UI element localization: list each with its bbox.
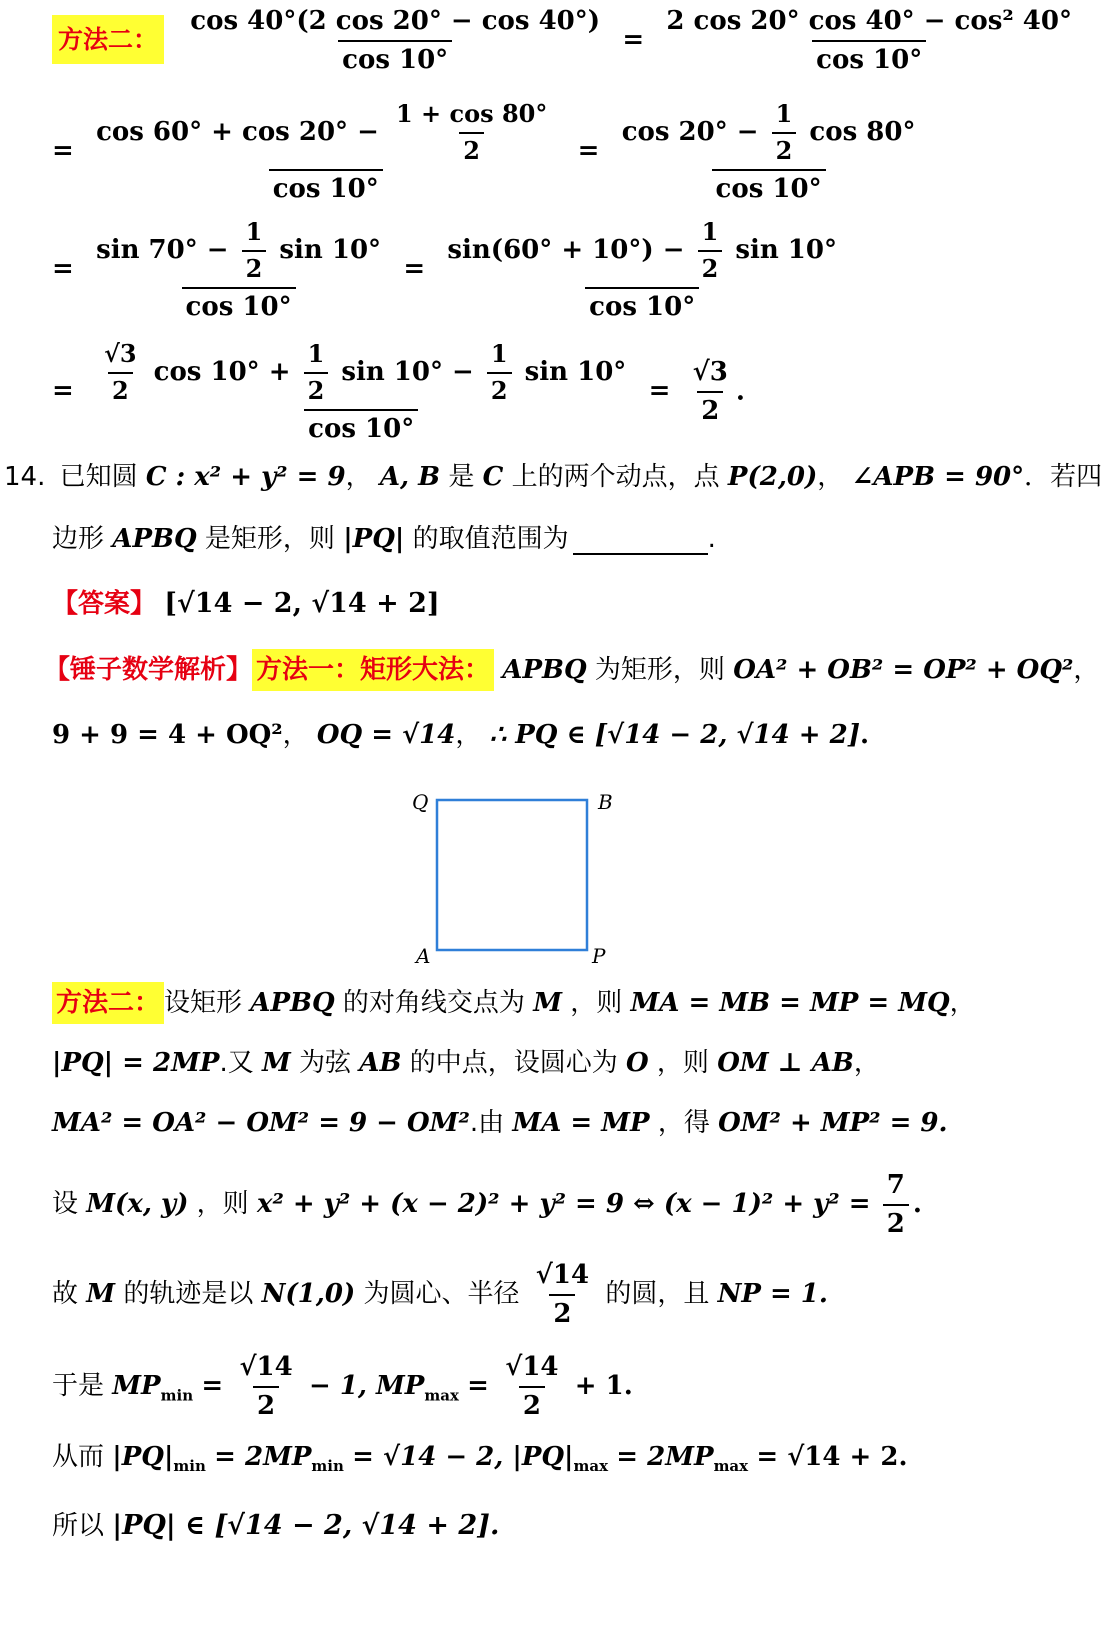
fraction: $\frac{\cos 40^\circ(2 \cos 20^\circ - \cos 40^\circ)}{\cos 10^\circ}$ (190, 6, 601, 76)
method2-line5: 故 M 的轨迹是以 N(1,0) 为圆心、半径 $\frac{√14}{2}$ 的圆，且 NP = 1. (52, 1260, 828, 1330)
fraction: $\frac{√3}{2}$ (692, 357, 728, 427)
question-14-line1: 14. 已知圆 C : x² + y² = 9， A, B 是 C 上的两个动点，点 P(2,0)， ∠APB = 90°．若四 (4, 462, 1102, 492)
answer-label: 【答案】 (52, 589, 157, 619)
answer-line (52, 588, 440, 620)
vertex-label-q: Q (412, 790, 429, 814)
method2-top-row2: = cos 60° + cos 20° − $\frac{1 + \cos 80^\circ}{2}$ cos 10° = cos 20° − $\frac{1}{2}$ cos 80° cos 10° (52, 100, 923, 205)
method1-line1: 【锤子数学解析】 方法一：矩形大法： APBQ 为矩形，则 OA² + OB² = OP² + OQ²， (44, 655, 1099, 686)
method2-line6: 于是 $MP_{min}$ = $\frac{√14}{2}$ − 1, $MP_{max}$ = $\frac{√14}{2}$ + 1. (52, 1352, 633, 1422)
method2-line1: 方法二： 设矩形 APBQ 的对角线交点为 M ，则 MA = MB = MP = MQ， (52, 988, 976, 1019)
method2-top-row1: 方法二： $\frac{\cos 40^\circ(2 \cos 20^\circ - \cos 40^\circ)}{\cos 10^\circ}$ = $\frac{\text{2 cos 20° cos 40° − cos² 40°}}{\cos 10^\circ}$ (52, 6, 1080, 76)
vertex-label-a: A (416, 944, 431, 968)
method2-top-row3: = sin 70° − $\frac{1}{2}$ sin 10° cos 10° = sin(60° + 10°) − $\frac{1}{2}$ sin 10° cos 10° (52, 218, 845, 323)
fraction: $\frac{\text{2 cos 20° cos 40° − cos² 40°}}{\cos 10^\circ}$ (666, 6, 1072, 76)
method2-line4: 设 M(x, y) ，则 x² + y² + (x − 2)² + y² = 9 ⇔ (x − 1)² + y² = $\frac{7}{2}$ . (52, 1170, 922, 1240)
method2-top-label: 方法二： (52, 15, 164, 64)
method2-line8: 所以 |PQ| ∈ [√14 − 2, √14 + 2]. (52, 1510, 500, 1541)
method2-line3: MA² = OA² − OM² = 9 − OM².由 MA = MP ，得 OM² + MP² = 9. (52, 1108, 948, 1138)
method1-label: 方法一：矩形大法： (252, 649, 494, 691)
method2-line7: 从而 $|PQ|_{min} = 2MP_{min} = √14 - 2$, $|PQ|_{max} = 2MP_{max} = √14 + 2$. (52, 1442, 908, 1476)
fraction: cos 20° − $\frac{1}{2}$ cos 80° cos 10° (621, 99, 916, 204)
answer-value: [√14 − 2, √14 + 2] (164, 588, 440, 619)
question-14-line2: 边形 APBQ 是矩形，则 |PQ| 的取值范围为 . (52, 524, 716, 554)
method2-label: 方法二： (52, 982, 164, 1024)
fraction: cos 60° + cos 20° − $\frac{1 + \cos 80^\circ}{2}$ cos 10° (96, 99, 548, 204)
fraction: sin(60° + 10°) − $\frac{1}{2}$ sin 10° cos 10° (447, 217, 837, 322)
method2-line2: |PQ| = 2MP.又 M 为弦 AB 的中点，设圆心为 O ，则 OM ⊥ AB， (52, 1048, 880, 1078)
vertex-label-p: P (592, 944, 606, 968)
method1-line2: 9 + 9 = 4 + OQ²， OQ = √14， ∴ PQ ∈ [√14 − 2, √14 + 2]. (52, 720, 870, 750)
fraction: sin 70° − $\frac{1}{2}$ sin 10° cos 10° (96, 217, 382, 322)
answer-blank (573, 531, 708, 555)
vertex-label-b: B (598, 790, 613, 814)
fraction: $\frac{√3}{2}$ cos 10° + $\frac{1}{2}$ sin 10° − $\frac{1}{2}$ sin 10° cos 10° (104, 339, 627, 444)
rectangle-apbq (437, 800, 587, 950)
method2-top-row4: = $\frac{√3}{2}$ cos 10° + $\frac{1}{2}$ sin 10° − $\frac{1}{2}$ sin 10° cos 10° = $\frac{√3}{2}$ . (52, 339, 745, 444)
